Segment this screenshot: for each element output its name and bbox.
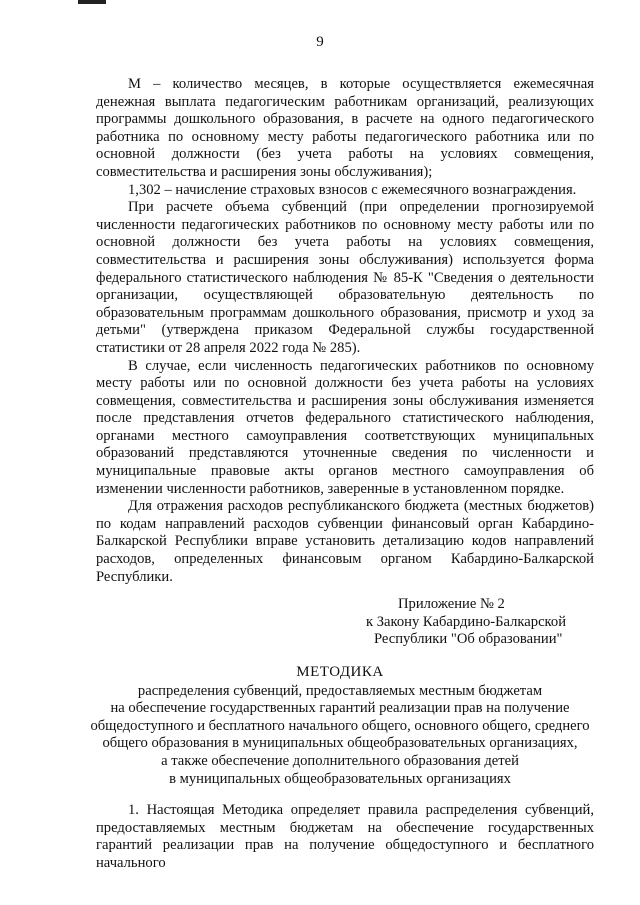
methodology-subtitle-line: на обеспечение государственных гарантий реализации прав на получение bbox=[110, 700, 570, 717]
paragraph-budget-codes: Для отражения расходов республиканского бюджета (местных бюджетов) по кодам направлений расходов субвенции финансовый орган Кабардино-Балкарской Республики вправе установить детализацию кодов направлений расходов, определенных финансовым органом Кабардино-Балкарской Республики. bbox=[96, 498, 594, 585]
paragraph-staff-change: В случае, если численность педагогических работников по основному месту работы или по основной должности без учета работы на условиях совмещения, совместительства и расширения зоны обслуживания изменяется после представления отчетов федерального статистического наблюдения, органами местного самоуправления соответствующих муниципальных образований представляются уточненные сведения по численности и муниципальные правовые акты органов местного самоуправления об изменении численности работников, заверенные в установленном порядке. bbox=[96, 357, 594, 497]
methodology-subtitle-line: общего образования в муниципальных общеобразовательных организациях, bbox=[102, 735, 578, 752]
paragraph-m-definition: М – количество месяцев, в которые осуществляется ежемесячная денежная выплата педагогическим работникам организаций, реализующих программы дошкольного образования, в расчете на одного педагогического работника по основному месту работы педагогического работника или по основной должности (без учета работы на условиях совмещения, совместительства и расширения зоны обслуживания); bbox=[96, 76, 594, 180]
appendix-reference bbox=[366, 596, 596, 649]
appendix-line-2: к Закону Кабардино-Балкарской bbox=[366, 613, 567, 630]
paragraph-insurance-rate: 1,302 – начисление страховых взносов с ежемесячного вознаграждения. bbox=[128, 181, 577, 198]
methodology-heading: МЕТОДИКА bbox=[296, 664, 384, 680]
appendix-line-3: Республики "Об образовании" bbox=[374, 631, 563, 648]
appendix-line-1: Приложение № 2 bbox=[398, 596, 505, 612]
paragraph-statistics-form: При расчете объема субвенций (при определении прогнозируемой численности педагогических работников по основному месту работы или по основной должности без учета работы на условиях совмещения, совместительства и расширения зоны обслуживания) используется форма федерального статистического наблюдения № 85-К "Сведения о деятельности организации, осуществляющей образовательную деятельность по образовательным программам дошкольного образования, присмотр и уход за детьми" (утверждена приказом Федеральной службы государственной статистики от 28 апреля 2022 года № 285). bbox=[96, 199, 594, 356]
page-number: 9 bbox=[316, 34, 324, 50]
methodology-subtitle-line: распределения субвенций, предоставляемых местным бюджетам bbox=[137, 682, 543, 699]
methodology-body bbox=[96, 802, 594, 872]
body-text bbox=[96, 76, 594, 586]
methodology-subtitle-line: общедоступного и бесплатного начального общего, основного общего, среднего bbox=[90, 717, 590, 734]
scan-corner-mark bbox=[78, 0, 106, 4]
methodology-clause-1: 1. Настоящая Методика определяет правила распределения субвенций, предоставляемых местным бюджетам на обеспечение государственных гарантий реализации прав на получение общедоступного и бесплатного начального bbox=[96, 802, 594, 871]
methodology-subtitle-line: в муниципальных общеобразовательных организациях bbox=[169, 770, 511, 787]
methodology-title-block bbox=[80, 664, 600, 788]
methodology-subtitle-line: а также обеспечение дополнительного образования детей bbox=[161, 752, 519, 769]
